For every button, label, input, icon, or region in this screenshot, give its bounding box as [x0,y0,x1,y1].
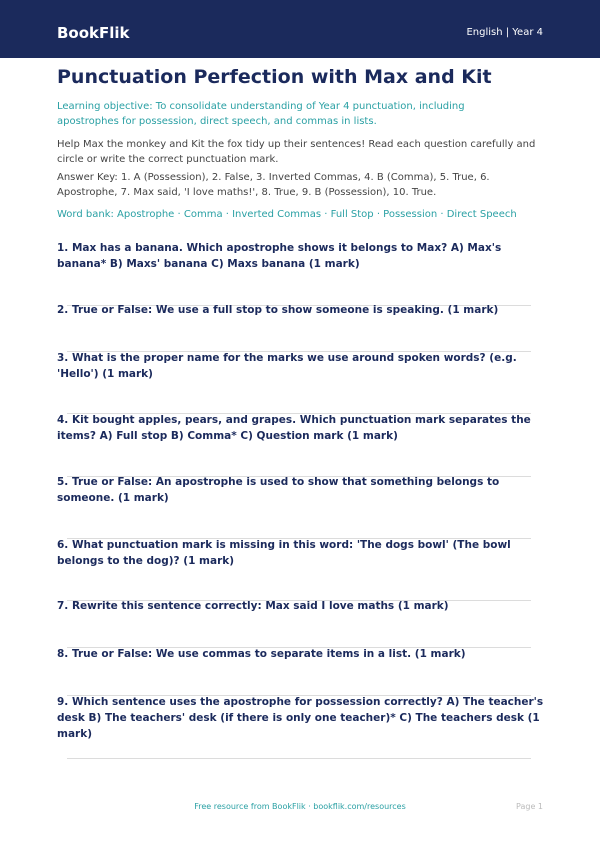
footer-link[interactable]: Free resource from BookFlik · bookflik.com/resources [194,802,406,811]
question-9: 9. Which sentence uses the apostrophe for possession correctly? A) The teacher's desk B) The teachers' desk (if there is only one teacher)* C) The teachers desk (1 mark) [57,696,544,740]
brand-logo[interactable]: BookFlik [57,24,130,42]
question-8: 8. True or False: We use commas to separate items in a list. (1 mark) [57,648,466,660]
question-5: 5. True or False: An apostrophe is used to show that something belongs to someone. (1 mark) [57,476,500,504]
question-2: 2. True or False: We use a full stop to show someone is speaking. (1 mark) [57,304,499,316]
subject-label: English | Year 4 [466,27,543,38]
page-title: Punctuation Perfection with Max and Kit [57,66,492,88]
question-3: 3. What is the proper name for the marks we use around spoken words? (e.g. 'Hello') (1 mark) [57,352,517,380]
instructions: Help Max the monkey and Kit the fox tidy up their sentences! Read each question carefully and circle or write the correct punctuation mark. [57,139,536,165]
question-1: 1. Max has a banana. Which apostrophe shows it belongs to Max? A) Max's banana* B) Maxs' banana C) Maxs banana (1 mark) [57,242,502,270]
answer-key: Answer Key: 1. A (Possession), 2. False, 3. Inverted Commas, 4. B (Comma), 5. True, 6. Apostrophe, 7. Max said, 'I love maths!', 8. True, 9. B (Possession), 10. True. [57,172,490,198]
page-number: Page 1 [516,802,543,811]
question-7: 7. Rewrite this sentence correctly: Max said I love maths (1 mark) [57,600,449,612]
header-bar [0,0,600,58]
learning-objective: Learning objective: To consolidate understanding of Year 4 punctuation, including apostrophes for possession, direct speech, and commas in lists. [57,101,465,127]
answer-line [67,758,531,759]
question-6: 6. What punctuation mark is missing in this word: 'The dogs bowl' (The bowl belongs to the dog)? (1 mark) [57,539,511,567]
question-4: 4. Kit bought apples, pears, and grapes. Which punctuation mark separates the items? A) Full stop B) Comma* C) Question mark (1 mark) [57,414,531,442]
word-bank: Word bank: Apostrophe · Comma · Inverted Commas · Full Stop · Possession · Direct Speech [57,209,517,220]
